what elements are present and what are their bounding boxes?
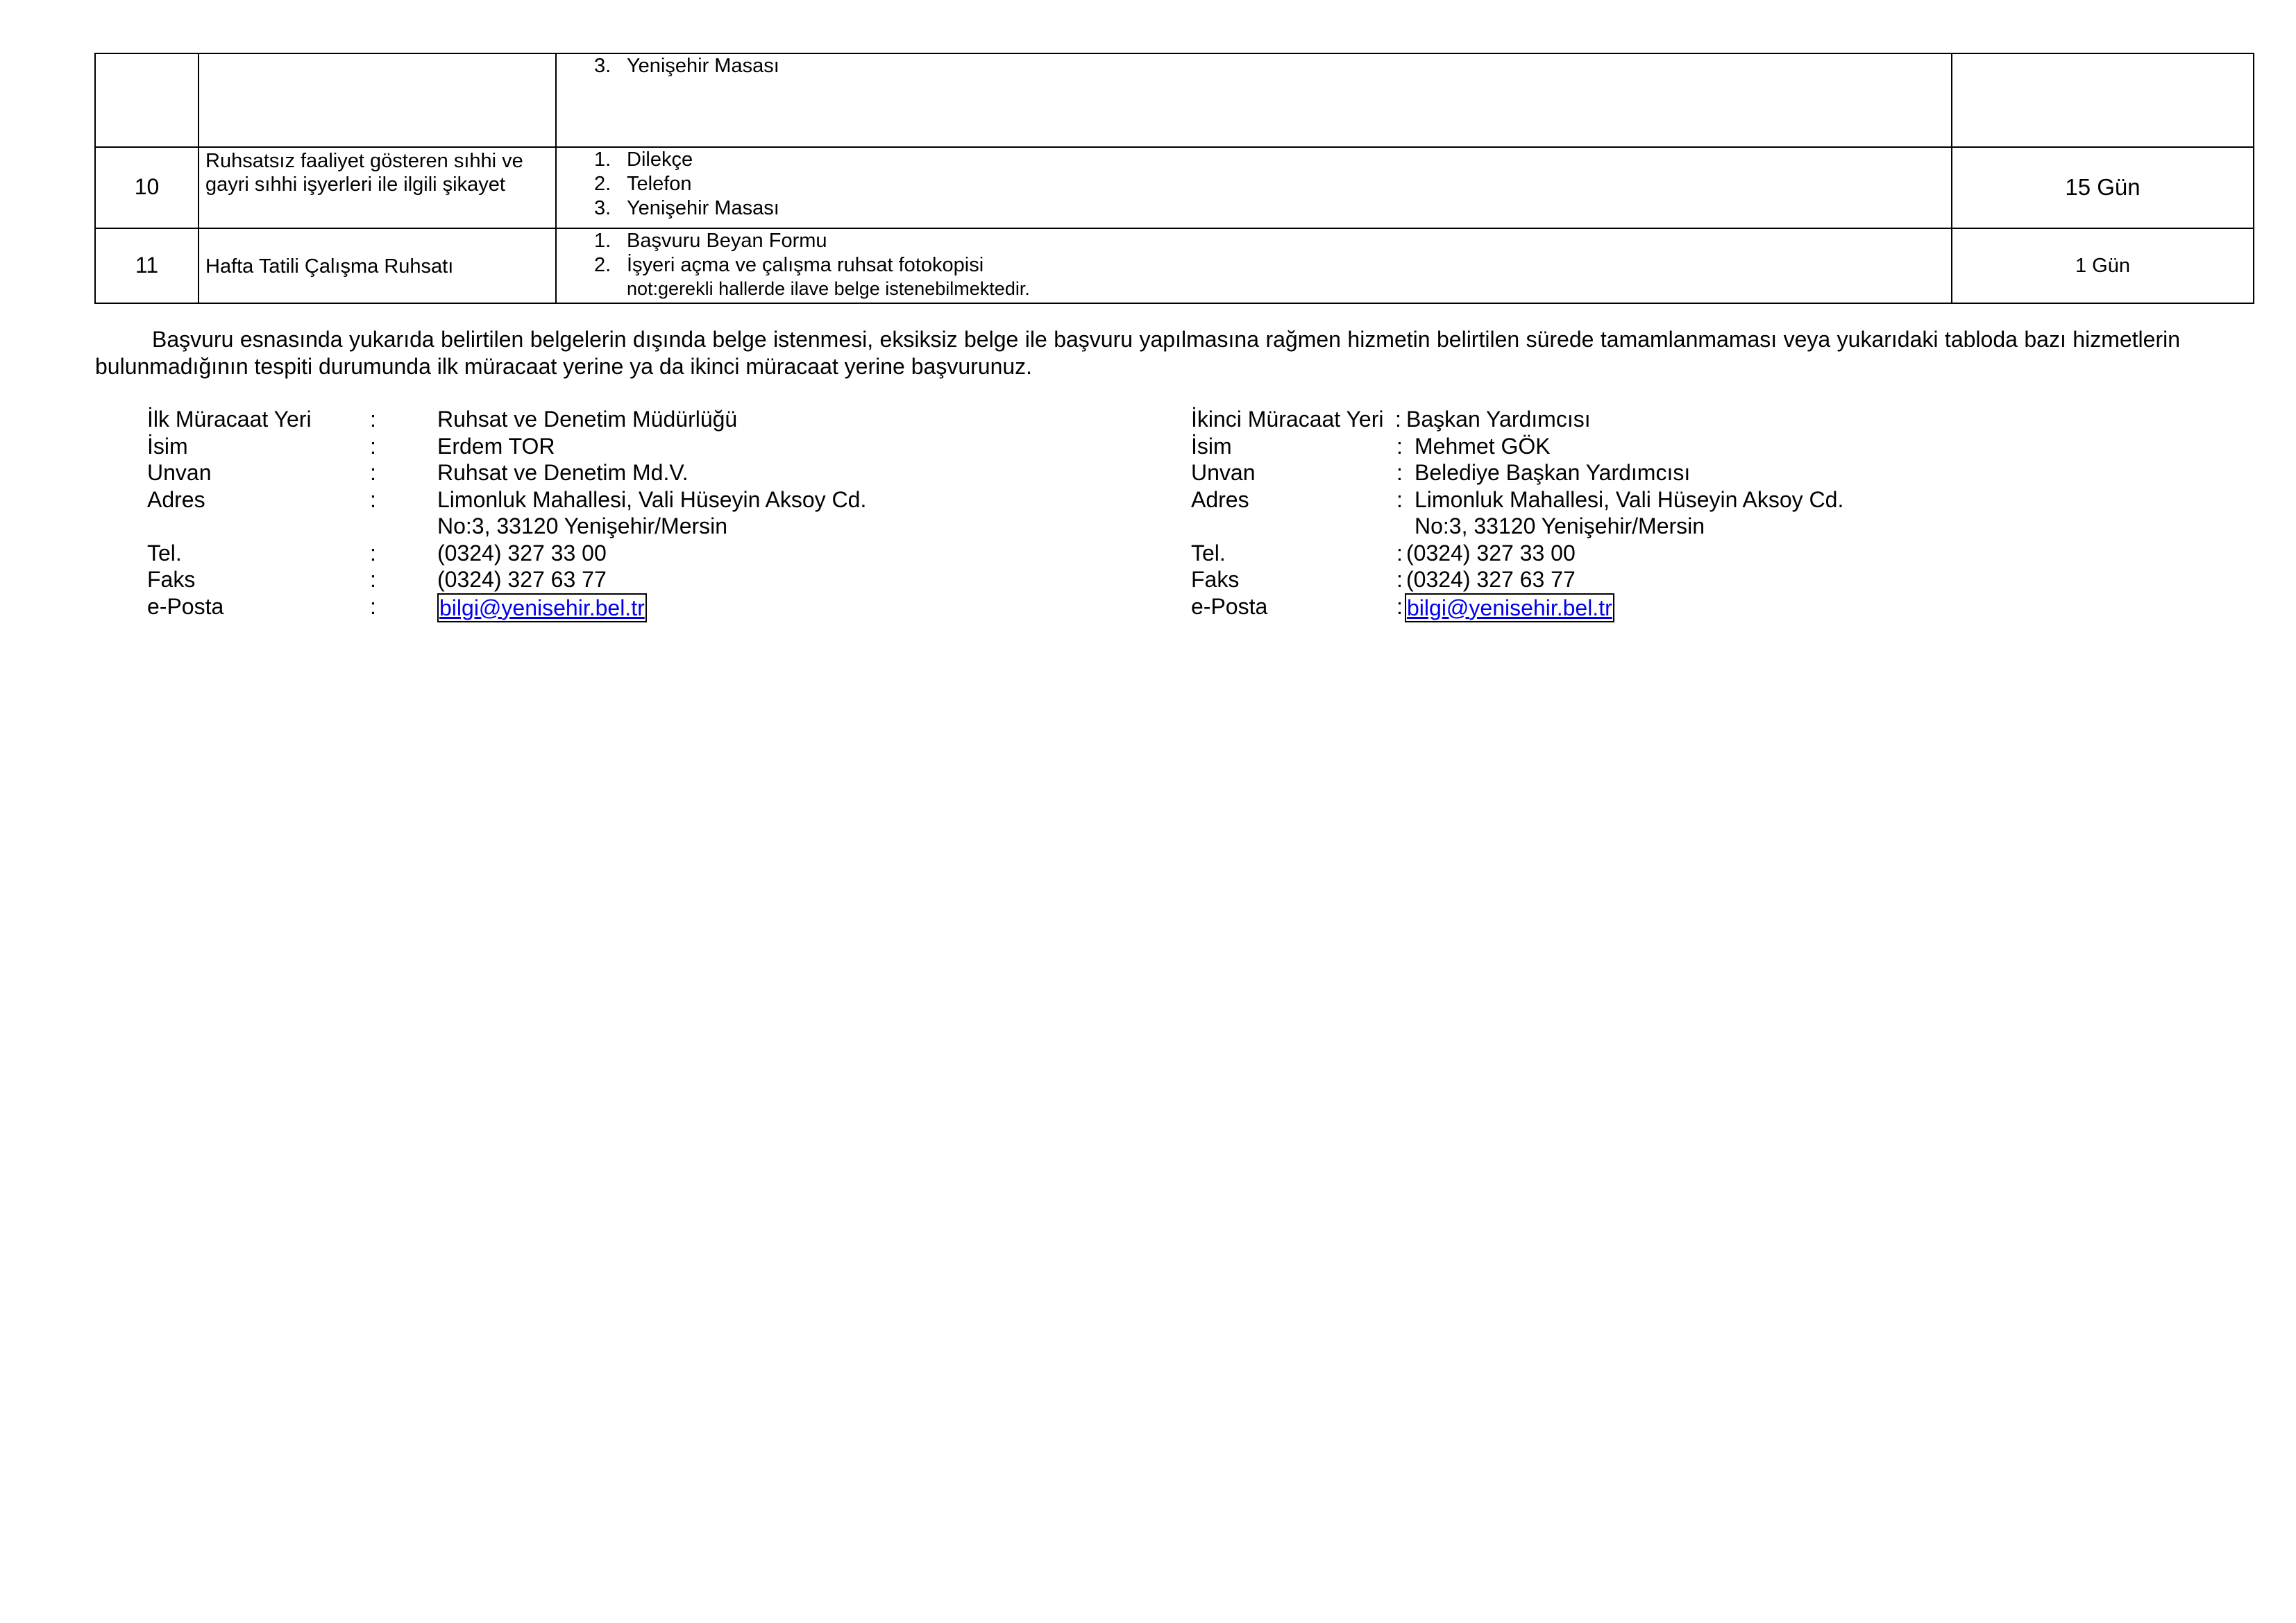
- row-number-cell: [95, 228, 199, 303]
- fax-value: (0324) 327 63 77: [437, 567, 607, 592]
- email-link[interactable]: bilgi@yenisehir.bel.tr: [437, 593, 647, 623]
- fax-value: (0324) 327 63 77: [1406, 567, 1576, 592]
- document-text: Yenişehir Masası: [627, 55, 779, 77]
- title-label: Unvan: [147, 460, 212, 485]
- place-label: İlk Müracaat Yeri: [147, 407, 312, 432]
- documents-cell: [556, 228, 1952, 303]
- list-item: [594, 253, 1951, 278]
- duration-cell: [1952, 53, 2254, 147]
- separator: :: [370, 540, 376, 566]
- fax-label: Faks: [147, 567, 196, 592]
- row-number: 10: [134, 174, 160, 199]
- row-number-cell: [95, 147, 199, 228]
- fax-label: Faks: [1191, 567, 1240, 592]
- list-item: [594, 229, 1951, 253]
- documents-list: [557, 229, 1951, 278]
- phone-label: Tel.: [1191, 540, 1226, 566]
- service-name: [199, 54, 555, 56]
- duration-cell: [1952, 147, 2254, 228]
- title-value: Belediye Başkan Yardımcısı: [1415, 460, 1691, 485]
- name-label: İsim: [147, 433, 188, 459]
- list-number: 3.: [594, 197, 611, 219]
- row-number-cell: [95, 53, 199, 147]
- address-line1: Limonluk Mahallesi, Vali Hüseyin Aksoy Cd.: [1415, 486, 1844, 512]
- separator: :: [1395, 407, 1401, 432]
- documents-list: [557, 148, 1951, 221]
- name-label: İsim: [1191, 433, 1232, 459]
- table-row: [95, 53, 2254, 147]
- service-name-cell: [199, 228, 556, 303]
- documents-list: [557, 54, 1951, 78]
- separator: :: [370, 567, 376, 592]
- email-label: e-Posta: [147, 593, 224, 619]
- service-name: Hafta Tatili Çalışma Ruhsatı: [205, 255, 454, 278]
- phone-label: Tel.: [147, 540, 182, 566]
- service-name: Ruhsatsız faaliyet gösteren sıhhi ve gayri sıhhi işyerleri ile ilgili şikayet: [205, 150, 523, 196]
- place-label: İkinci Müracaat Yeri: [1191, 407, 1384, 432]
- documents-cell: [556, 147, 1952, 228]
- separator: :: [370, 593, 376, 619]
- document-text: Dilekçe: [627, 148, 693, 171]
- email-label: e-Posta: [1191, 593, 1268, 619]
- address-line2: No:3, 33120 Yenişehir/Mersin: [437, 513, 728, 538]
- name-value: Erdem TOR: [437, 433, 555, 459]
- table-row: [95, 228, 2254, 303]
- separator: :: [370, 460, 376, 485]
- separator: :: [370, 407, 376, 432]
- list-number: 2.: [594, 254, 611, 276]
- list-number: 1.: [594, 230, 611, 252]
- row-number: 11: [135, 252, 159, 278]
- list-number: 2.: [594, 173, 611, 195]
- email-link[interactable]: bilgi@yenisehir.bel.tr: [1405, 593, 1614, 623]
- phone-value: (0324) 327 33 00: [437, 540, 607, 566]
- list-number: 1.: [594, 148, 611, 171]
- document-note: not:gerekli hallerde ilave belge istenebilmektedir.: [627, 278, 1030, 299]
- duration: 1 Gün: [2075, 254, 2130, 277]
- phone-value: (0324) 327 33 00: [1406, 540, 1576, 566]
- place-value: Ruhsat ve Denetim Müdürlüğü: [437, 407, 738, 432]
- title-value: Ruhsat ve Denetim Md.V.: [437, 460, 689, 485]
- address-line1: Limonluk Mahallesi, Vali Hüseyin Aksoy Cd.: [437, 486, 867, 512]
- document-text: İşyeri açma ve çalışma ruhsat fotokopisi: [627, 254, 984, 276]
- document-text: Telefon: [627, 173, 692, 195]
- address-label: Adres: [1191, 486, 1249, 512]
- duration: 15 Gün: [2065, 173, 2141, 200]
- separator: :: [1396, 593, 1403, 619]
- name-value: Mehmet GÖK: [1415, 433, 1551, 459]
- address-line2: No:3, 33120 Yenişehir/Mersin: [1415, 513, 1705, 538]
- duration-cell: [1952, 228, 2254, 303]
- title-label: Unvan: [1191, 460, 1256, 485]
- list-item: [594, 54, 1951, 78]
- separator: :: [1396, 567, 1403, 592]
- separator: :: [1396, 460, 1403, 485]
- service-table: [94, 53, 2254, 304]
- list-item: [594, 196, 1951, 221]
- separator: :: [370, 433, 376, 459]
- document-text: Yenişehir Masası: [627, 197, 779, 219]
- documents-cell: [556, 53, 1952, 147]
- document-text: Başvuru Beyan Formu: [627, 230, 827, 252]
- list-item: [594, 172, 1951, 196]
- separator: :: [1396, 486, 1403, 512]
- place-value: Başkan Yardımcısı: [1406, 407, 1591, 432]
- service-name-cell: [199, 147, 556, 228]
- list-number: 3.: [594, 55, 611, 77]
- address-label: Adres: [147, 486, 205, 512]
- instruction-paragraph: Başvuru esnasında yukarıda belirtilen belgelerin dışında belge istenmesi, eksiksiz belge ile başvuru yapılmasına rağmen hizmetin belirtilen sürede tamamlanmaması veya yukarıdaki tabloda bazı hizmetlerin bulunmadığının tespiti durumunda ilk müracaat yerine ya da ikinci müracaat yerine başvurunuz.: [95, 327, 2180, 379]
- list-item: [594, 148, 1951, 172]
- separator: :: [1396, 433, 1403, 459]
- separator: :: [370, 486, 376, 512]
- service-name-cell: [199, 53, 556, 147]
- table-row: [95, 147, 2254, 228]
- separator: :: [1396, 540, 1403, 566]
